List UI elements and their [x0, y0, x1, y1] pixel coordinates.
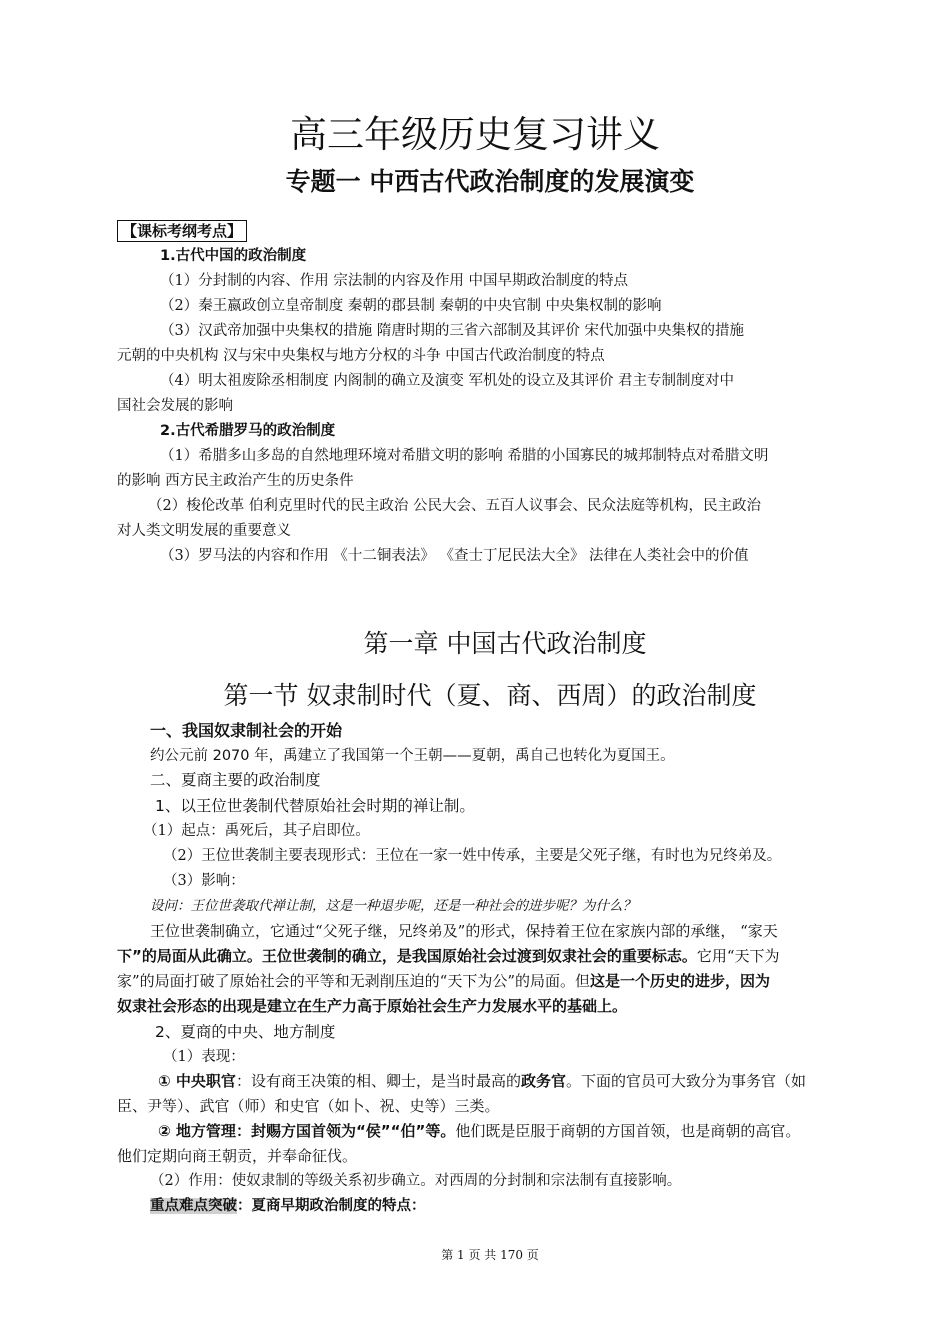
- outline-line: （1）希腊多山多岛的自然地理环境对希腊文明的影响 希腊的小国寡民的城邦制特点对希腊文明: [160, 448, 769, 464]
- paragraph: （2）王位世袭制主要表现形式：王位在一家一姓中传承，主要是父死子继，有时也为兄终弟及。: [163, 848, 782, 864]
- outline-line: （4）明太祖废除丞相制度 内阁制的确立及演变 军机处的设立及其评价 君主专制制度对中: [160, 373, 735, 389]
- outline-line: （1）分封制的内容、作用 宗法制的内容及作用 中国早期政治制度的特点: [160, 273, 628, 289]
- paragraph: [117, 971, 770, 991]
- paragraph-text: 家”的局面打破了原始社会的平等和无剥削压迫的“天下为公”的局面。但: [117, 972, 591, 990]
- outline-line: 元朝的中央机构 汉与宋中央集权与地方分权的斗争 中国古代政治制度的特点: [117, 348, 605, 364]
- outline-line: 国社会发展的影响: [117, 398, 233, 414]
- emphasis-text: ：封赐方国首领为“侯”“伯”等。: [235, 1122, 456, 1140]
- key-point-label: 重点难点突破: [150, 1198, 237, 1214]
- paragraph: （1）表现：: [163, 1049, 245, 1065]
- paragraph: [117, 946, 780, 966]
- chapter-title: 第一章 中国古代政治制度: [363, 629, 647, 658]
- label-text: ② 地方管理: [158, 1122, 236, 1140]
- outline-line: （3）汉武帝加强中央集权的措施 隋唐时期的三省六部制及其评价 宋代加强中央集权的措施: [160, 323, 744, 339]
- question: 设问：王位世袭取代禅让制，这是一种退步呢，还是一种社会的进步呢？为什么？: [150, 898, 636, 914]
- emphasis-text: 下”的局面从此确立。王位世袭制的确立，是我国原始社会过渡到奴隶社会的重要标志。: [117, 947, 697, 965]
- outline-section-2-title: 2.古代希腊罗马的政治制度: [160, 423, 336, 439]
- heading-2-2: 2、夏商的中央、地方制度: [155, 1023, 336, 1041]
- paragraph: （1）起点：禹死后，其子启即位。: [143, 823, 370, 839]
- key-point-line: [150, 1196, 426, 1216]
- outline-line: 对人类文明发展的重要意义: [117, 523, 291, 539]
- page-title: 高三年级历史复习讲义: [290, 113, 660, 156]
- outline-line: （2）梭伦改革 伯利克里时代的民主政治 公民大会、五百人议事会、民众法庭等机构，民主政治: [148, 498, 761, 514]
- outline-line: （2）秦王嬴政创立皇帝制度 秦朝的郡县制 秦朝的中央官制 中央集权制的影响: [160, 298, 662, 314]
- paragraph: （2）作用：使奴隶制的等级关系初步确立。对西周的分封制和宗法制有直接影响。: [150, 1173, 682, 1189]
- paragraph: 他们定期向商王朝贡，并奉命征伐。: [117, 1147, 358, 1165]
- outline-line: 的影响 西方民主政治产生的历史条件: [117, 473, 354, 489]
- key-point-text: ：夏商早期政治制度的特点：: [237, 1198, 426, 1214]
- heading-1: 一、我国奴隶制社会的开始: [150, 721, 343, 740]
- outline-line: （3）罗马法的内容和作用 《十二铜表法》 《查士丁尼民法大全》 法律在人类社会中的价值: [160, 548, 749, 564]
- paragraph: [158, 1121, 800, 1141]
- emphasis-text: 这是一个历史的进步，因为: [590, 972, 771, 990]
- outline-label: 【课标考纲考点】: [117, 220, 247, 242]
- heading-2-1: 1、以王位世袭制代替原始社会时期的禅让制。: [155, 797, 475, 815]
- heading-2: 二、夏商主要的政治制度: [150, 771, 321, 789]
- paragraph: 臣、尹等）、武官（师）和史官（如卜、祝、史等）三类。: [117, 1097, 500, 1115]
- paragraph: （3）影响：: [163, 873, 245, 889]
- paragraph-text: 它用“天下为: [696, 947, 780, 965]
- paragraph: [158, 1071, 806, 1091]
- outline-section-1-title: 1.古代中国的政治制度: [160, 248, 307, 264]
- paragraph: 奴隶社会形态的出现是建立在生产力高于原始社会生产力发展水平的基础上。: [117, 997, 628, 1015]
- page-footer: 第 1 页 共 170 页: [441, 1248, 539, 1262]
- paragraph: 王位世袭制确立，它通过“父死子继，兄终弟及”的形式，保持着王位在家族内部的承继， “家天: [150, 922, 778, 940]
- paragraph-text: 。下面的官员可大致分为事务官（如: [565, 1072, 806, 1090]
- page-subtitle: 专题一 中西古代政治制度的发展演变: [285, 167, 695, 196]
- paragraph: 约公元前 2070 年，禹建立了我国第一个王朝——夏朝，禹自己也转化为夏国王。: [150, 748, 675, 764]
- paragraph-text: ：设有商王决策的相、卿士，是当时最高的: [235, 1072, 521, 1090]
- paragraph-text: 他们既是臣服于商朝的方国首领，也是商朝的高官。: [455, 1122, 801, 1140]
- section-title: 第一节 奴隶制时代（夏、商、西周）的政治制度: [223, 681, 757, 710]
- emphasis-text: 政务官: [520, 1072, 566, 1090]
- label-text: ① 中央职官: [158, 1072, 236, 1090]
